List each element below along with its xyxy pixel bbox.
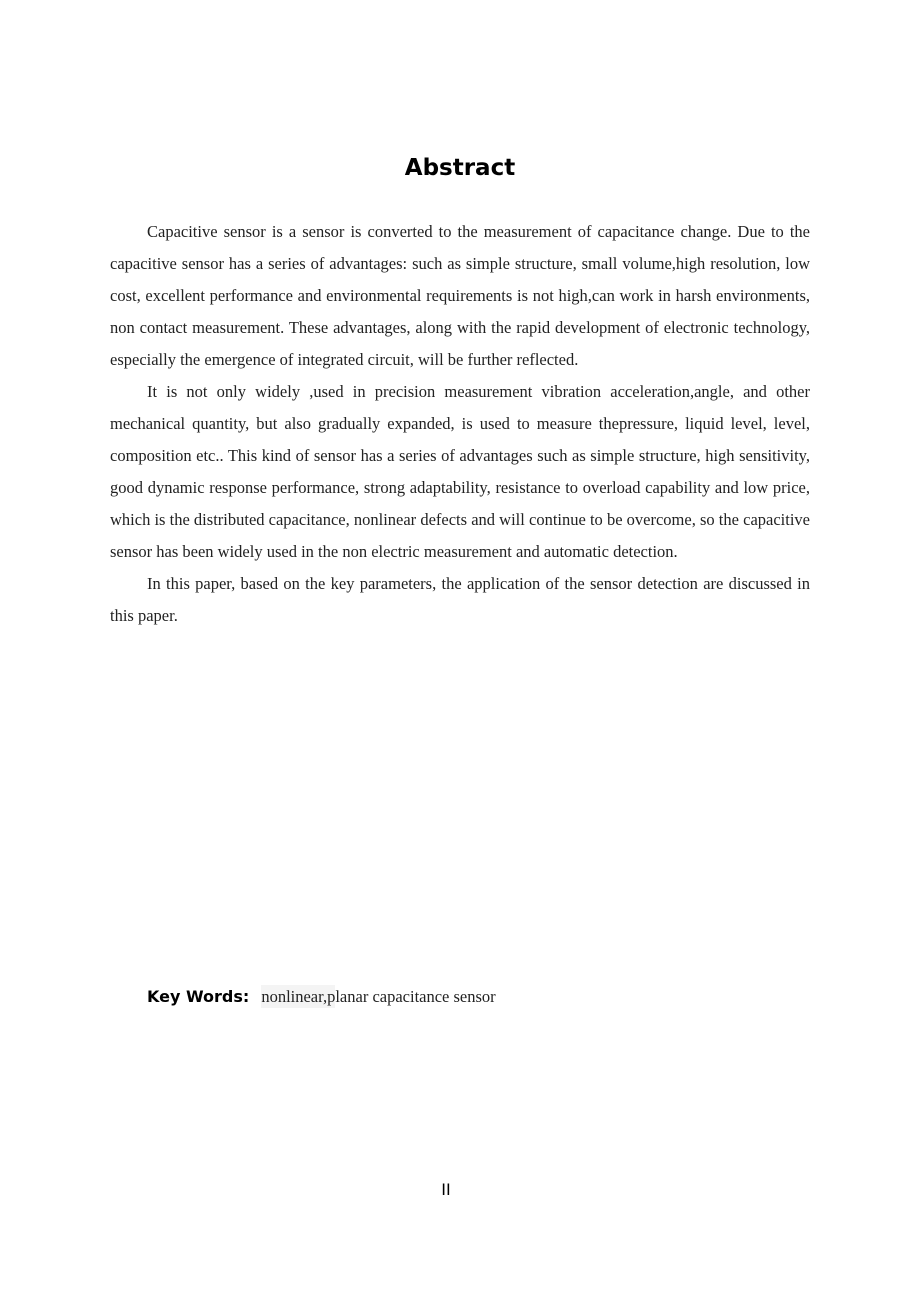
keywords-line <box>147 981 496 1013</box>
abstract-body <box>110 216 810 632</box>
page-title: Abstract <box>404 155 516 181</box>
keywords-value: nonlinear,planar capacitance sensor <box>261 987 496 1006</box>
abstract-paragraph-1: Capacitive sensor is a sensor is converted to the measurement of capacitance change. Due to the capacitive sensor has a series of advantages: such as simple structure, small volume,high resolution, low cost, excellent performance and environmental requirements is not high,can work in harsh environments, non contact measurement. These advantages, along with the rapid development of electronic technology, especially the emergence of integrated circuit, will be further reflected. <box>110 222 810 369</box>
keywords-label: Key Words: <box>147 987 250 1006</box>
abstract-paragraph-2: It is not only widely ,used in precision measurement vibration acceleration,angle, and other mechanical quantity, but also gradually expanded, is used to measure thepressure, liquid level, level, composition etc.. This kind of sensor has a series of advantages such as simple structure, high sensitivity, good dynamic response performance, strong adaptability, resistance to overload capability and low price, which is the distributed capacitance, nonlinear defects and will continue to be overcome, so the capacitive sensor has been widely used in the non electric measurement and automatic detection. <box>110 382 810 561</box>
page-number: II <box>441 1180 451 1199</box>
abstract-paragraph-3: In this paper, based on the key parameters, the application of the sensor detection are discussed in this paper. <box>110 574 810 625</box>
